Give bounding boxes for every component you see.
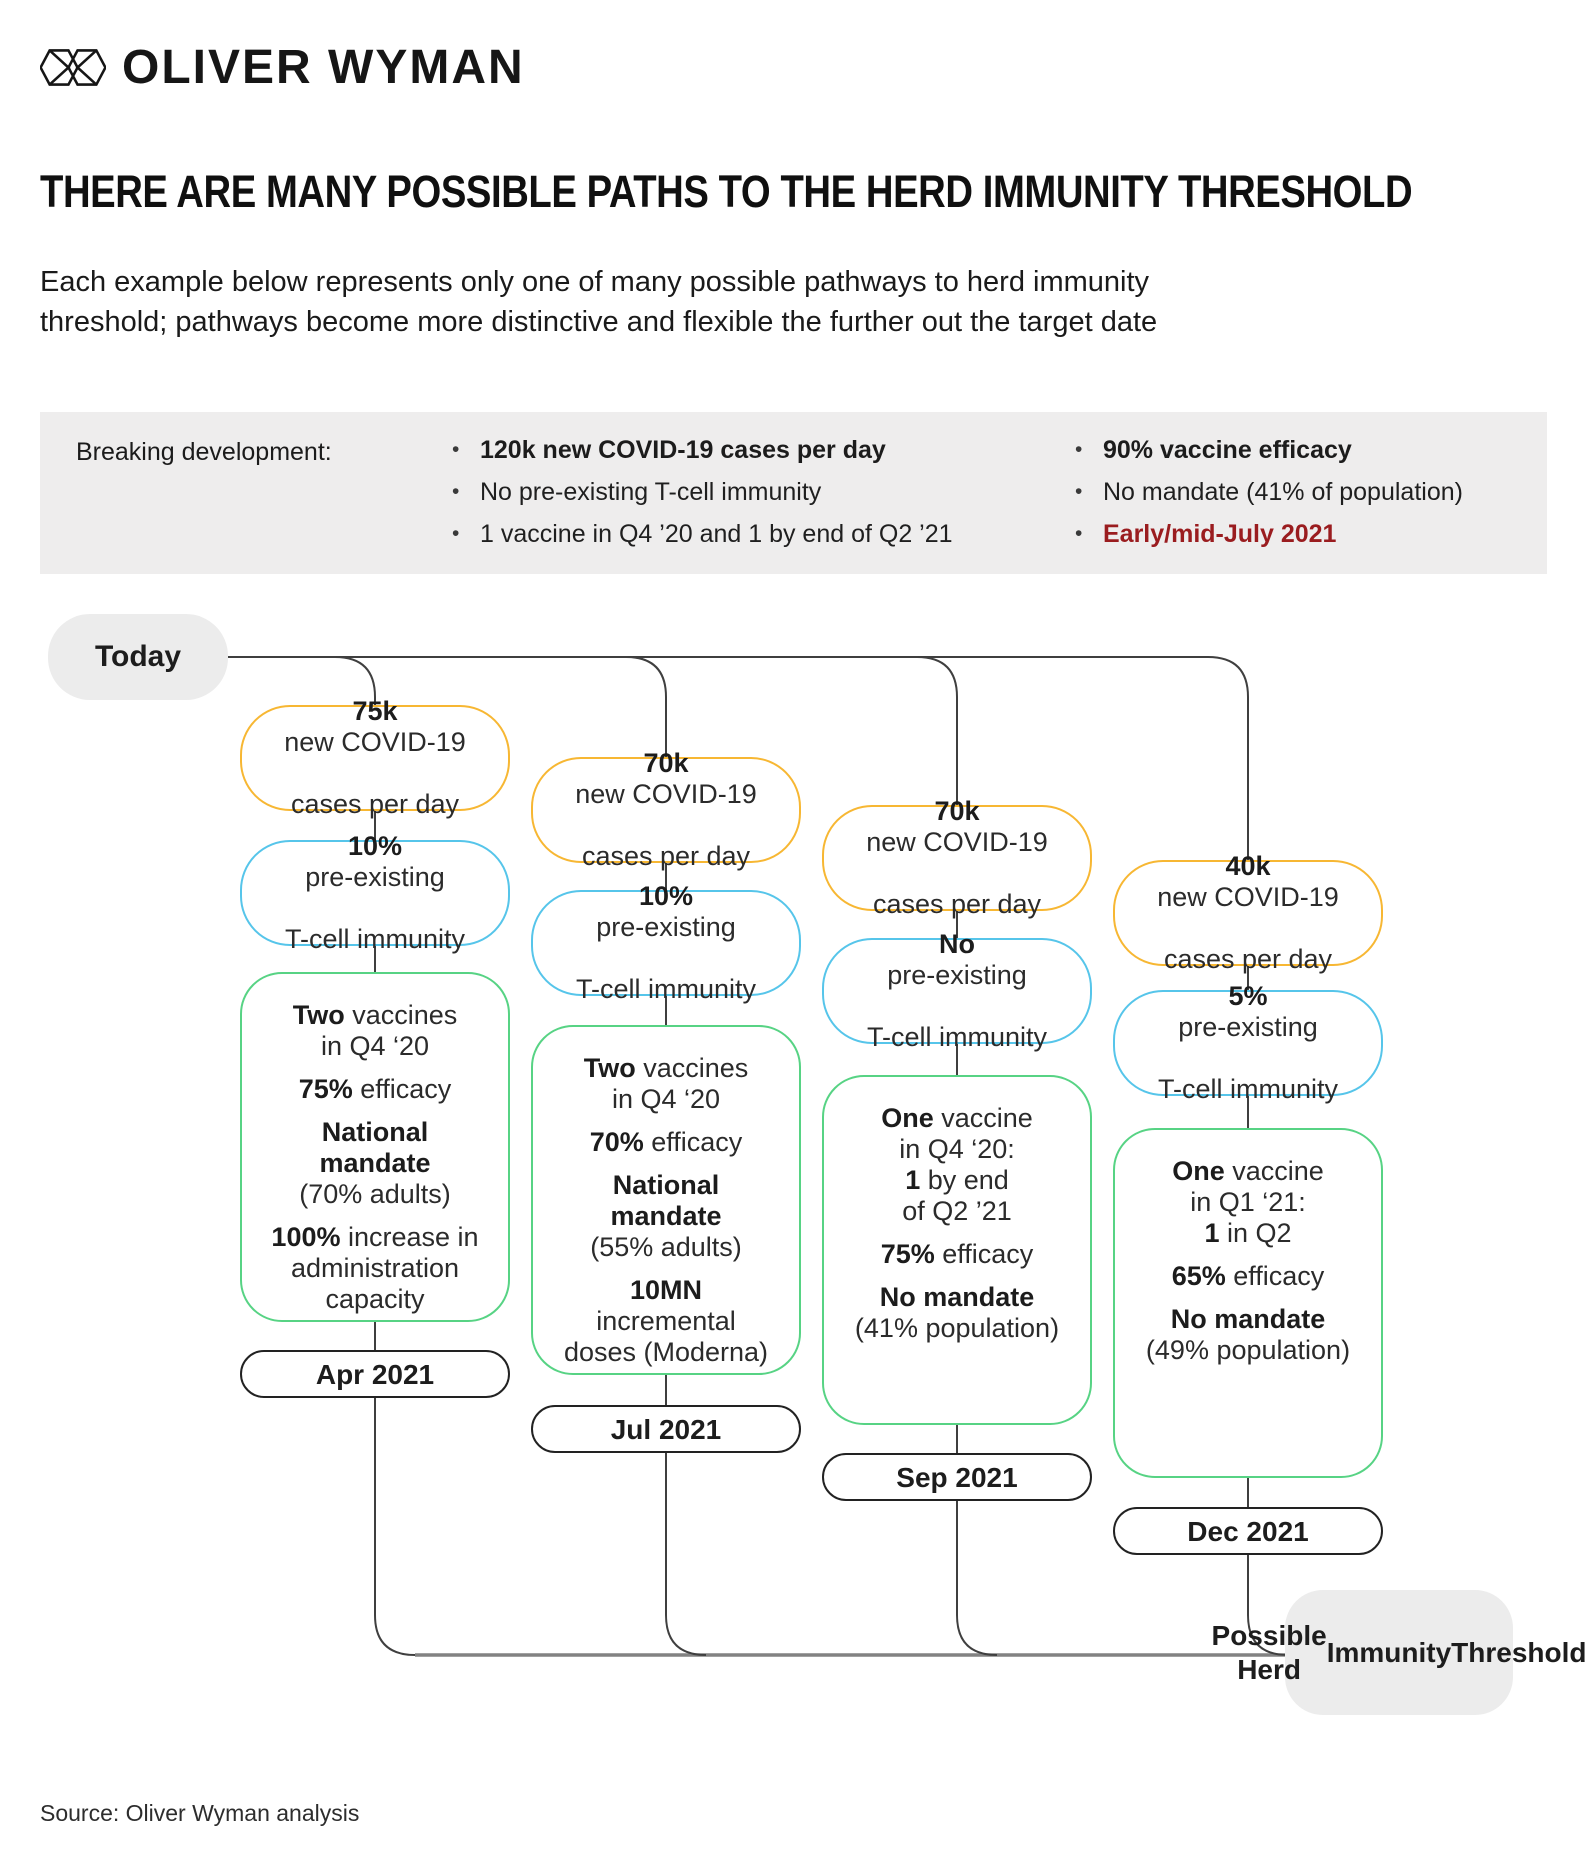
breaking-bullet (1075, 476, 1463, 508)
subtitle-line: Each example below represents only one of many possible pathways to herd immunity (40, 266, 1150, 298)
breaking-bullet (1075, 518, 1463, 550)
date-pill: Sep 2021 (822, 1453, 1092, 1501)
immunity-box: 5% pre-existing T-cell immunity (1113, 990, 1383, 1096)
hit-label-line: Immunity (1326, 1636, 1452, 1668)
date-pill: Jul 2021 (531, 1405, 801, 1453)
bullet-text: 120k new COVID-19 cases per day (480, 436, 886, 464)
bullet-icon: • (1075, 480, 1083, 503)
bullet-text: No pre-existing T-cell immunity (480, 478, 822, 506)
date-pill: Apr 2021 (240, 1350, 510, 1398)
breaking-bullet (452, 434, 953, 466)
breaking-list-1 (452, 434, 953, 550)
plan-paragraph: Two vaccines in Q4 ‘20 (292, 1000, 458, 1061)
immunity-box: 10% pre-existing T-cell immunity (531, 890, 801, 996)
immunity-box: 10% pre-existing T-cell immunity (240, 840, 510, 946)
bullet-icon: • (452, 522, 460, 545)
plan-paragraph: Two vaccines in Q4 ‘20 (583, 1053, 749, 1114)
cases-box: 40k new COVID-19 cases per day (1113, 860, 1383, 966)
subtitle-line: threshold; pathways become more distinctive and flexible the further out the target date (40, 306, 1158, 338)
plan-paragraph: No mandate (49% population) (1145, 1304, 1351, 1365)
plan-paragraph: One vaccine in Q4 ‘20: 1 by end of Q2 ’21 (881, 1103, 1033, 1226)
bullet-text: 1 vaccine in Q4 ’20 and 1 by end of Q2 ’21 (480, 520, 953, 548)
plan-paragraph: One vaccine in Q1 ‘21: 1 in Q2 (1172, 1156, 1324, 1248)
breaking-bullet (452, 518, 953, 550)
breaking-label: Breaking development: (76, 438, 332, 466)
immunity-box: No pre-existing T-cell immunity (822, 938, 1092, 1044)
bullet-icon: • (1075, 438, 1083, 461)
breaking-list-2 (1075, 434, 1463, 550)
oliver-wyman-logo-icon (40, 49, 106, 86)
logo (40, 40, 525, 95)
breaking-bullet (1075, 434, 1463, 466)
plan-paragraph: 75% efficacy (298, 1074, 452, 1104)
hit-label-line: Threshold (1451, 1636, 1587, 1668)
cases-box: 75k new COVID-19 cases per day (240, 705, 510, 811)
plan-paragraph: National mandate (70% adults) (299, 1117, 451, 1209)
plan-paragraph: 100% increase in administration capacity (271, 1222, 479, 1314)
plan-paragraph: National mandate (55% adults) (590, 1170, 742, 1262)
today-label: Today (94, 640, 182, 673)
plan-paragraph: 75% efficacy (880, 1239, 1034, 1269)
bullet-icon: • (452, 480, 460, 503)
oliver-wyman-logo-text: OLIVER WYMAN (122, 41, 525, 94)
bullet-text: No mandate (41% of population) (1103, 478, 1463, 506)
date-pill: Dec 2021 (1113, 1507, 1383, 1555)
hit-label-line: Possible Herd (1211, 1619, 1327, 1685)
bullet-icon: • (1075, 522, 1083, 545)
source-note: Source: Oliver Wyman analysis (40, 1800, 360, 1826)
herd-immunity-threshold-pill (1211, 1590, 1587, 1715)
bullet-icon: • (452, 438, 460, 461)
plan-paragraph: 65% efficacy (1171, 1261, 1325, 1291)
page-subtitle (40, 262, 1157, 342)
breaking-bullet (452, 476, 953, 508)
bullet-text: 90% vaccine efficacy (1103, 436, 1352, 464)
cases-box: 70k new COVID-19 cases per day (822, 805, 1092, 911)
plan-paragraph: 70% efficacy (589, 1127, 743, 1157)
bullet-text: Early/mid-July 2021 (1103, 520, 1337, 548)
breaking-panel (40, 412, 1547, 574)
plan-paragraph: 10MN incremental doses (Moderna) (563, 1275, 769, 1367)
today-pill (48, 614, 228, 700)
page-title: THERE ARE MANY POSSIBLE PATHS TO THE HERD IMMUNITY THRESHOLD (40, 166, 1413, 217)
plan-paragraph: No mandate (41% population) (854, 1282, 1060, 1343)
cases-box: 70k new COVID-19 cases per day (531, 757, 801, 863)
